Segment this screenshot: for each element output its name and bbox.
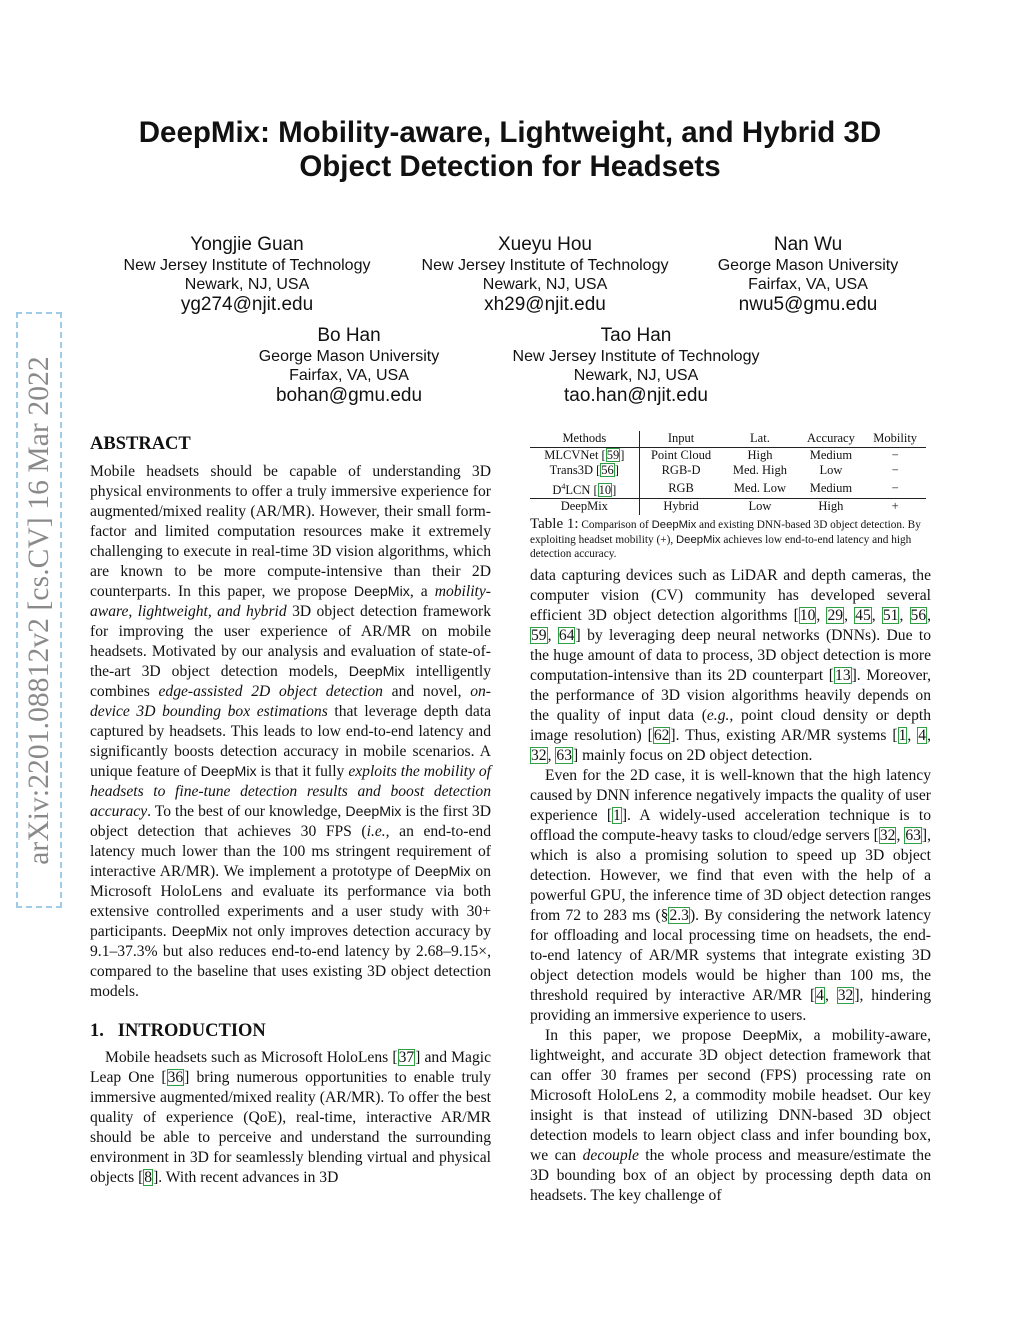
title-line-2: Object Detection for Headsets [299, 150, 721, 183]
mobility-cell: − [891, 463, 899, 477]
latency-cell: Med. High [732, 463, 788, 477]
citation-link[interactable]: 8 [144, 1169, 153, 1186]
table-header: Lat. [750, 431, 770, 445]
right-column [530, 566, 931, 1206]
intro-heading-number: 1. [90, 1021, 104, 1041]
citation-link[interactable]: 1 [898, 727, 907, 744]
citation-link[interactable]: 51 [882, 607, 899, 624]
author-block [476, 325, 796, 407]
author-email[interactable]: bohan@gmu.edu [275, 385, 423, 406]
table-header: Mobility [873, 431, 918, 445]
author-location: Newark, NJ, USA [573, 367, 699, 384]
deepmix-name: DeepMix [353, 584, 410, 600]
citation-link[interactable]: 63 [905, 827, 921, 844]
author-affiliation: New Jersey Institute of Technology [123, 257, 371, 274]
deepmix-name: DeepMix [651, 519, 697, 531]
author-email[interactable]: xh29@njit.edu [484, 294, 606, 315]
intro-heading [90, 1020, 491, 1042]
abstract-text: Mobile headsets should be capable of understanding 3D physical environments to offer a truly immersive experience for augmented/mixed reality (AR/MR). However, their small form-factor and limited computation resources make it extremely challenging to execute in real-time 3D vision algorithms, which are known to be more compute-intensive than their 2D counterparts. In this paper, we propose DeepMix, a mobility-aware, lightweight, and hybrid 3D object detection framework for improving the user experience of AR/MR on mobile headsets. Motivated by our analysis and evaluation of state-of-the-art 3D object detection models, DeepMix intelligently combines edge-assisted 2D object detection and novel, on-device 3D bounding box estimations that leverage depth data captured by headsets. This leads to low end-to-end latency and significantly boosts detection accuracy in mobile scenarios. A unique feature of DeepMix is that it fully exploits the mobility of headsets to fine-tune detection results and boost detection accuracy. To the best of our knowledge, DeepMix is the first 3D object detection that achieves 30 FPS (i.e., an end-to-end latency much lower than the 100 ms stringent requirement of interactive AR/MR). We implement a prototype of DeepMix on Microsoft HoloLens and evaluate its performance via both extensive controlled experiments and a user study with 30+ participants. DeepMix not only improves detection accuracy by 9.1–37.3% but also reduces end-to-end latency by 2.68–9.15×, compared to the baseline that uses existing 3D object detection models. [90, 463, 492, 1000]
author-affiliation: George Mason University [258, 348, 440, 365]
latency-cell: High [747, 447, 773, 462]
citation-link[interactable]: 10 [799, 607, 816, 624]
citation-link[interactable]: 32 [879, 827, 896, 844]
deepmix-name: DeepMix [414, 864, 471, 880]
author-block [87, 234, 407, 316]
intro-heading-text: INTRODUCTION [117, 1021, 266, 1041]
citation-link[interactable]: 32 [531, 747, 547, 764]
author-affiliation: George Mason University [717, 257, 899, 274]
deepmix-name: DeepMix [200, 764, 257, 780]
author-block [189, 325, 509, 407]
deepmix-name: DeepMix [742, 1028, 799, 1044]
latency-cell: Med. Low [733, 480, 786, 495]
author-email[interactable]: nwu5@gmu.edu [738, 294, 878, 315]
citation-link[interactable]: 4 [816, 987, 824, 1004]
mobility-cell: − [891, 447, 899, 462]
latency-cell: Low [748, 499, 772, 514]
citation-link[interactable]: 56 [601, 463, 614, 477]
table-caption-label: Table 1: [530, 516, 579, 532]
table-row [530, 499, 926, 515]
left-column [90, 433, 491, 1188]
body-paragraph: Even for the 2D case, it is well-known that the high latency caused by DNN inference negatively impacts the quality of user experience [1]. A widely-used acceleration technique is to offload the compute-heavy tasks to cloud/edge servers [32, 63], which is also a promising solution to speed up 3D object detection. However, we find that even with the help of a powerful GPU, the inference time of 3D object detection ranges from 72 to 283 ms (§2.3). By considering the network latency for offloading and local processing time on headsets, the end-to-end latency of AR/MR systems that integrate existing 3D object detection models would be higher than 100 ms, the threshold required by interactive AR/MR [4, 32], hindering providing an immersive experience to users. [530, 767, 932, 1024]
author-location: Newark, NJ, USA [184, 276, 310, 293]
method-cell: $D^4LCN$ [10] [530, 479, 639, 499]
accuracy-cell: High [818, 499, 844, 514]
citation-link[interactable]: 1 [613, 807, 621, 824]
author-affiliation: New Jersey Institute of Technology [512, 348, 760, 365]
citation-link[interactable]: 29 [827, 607, 844, 624]
table-row [530, 479, 926, 499]
citation-link[interactable]: 4 [918, 727, 927, 744]
comparison-table [530, 431, 926, 515]
citation-link[interactable]: 64 [558, 627, 575, 644]
citation-link[interactable]: 56 [910, 607, 927, 624]
table-header: Input [667, 431, 695, 445]
author-name: Bo Han [317, 325, 381, 346]
method-cell: Trans3D [56] [530, 463, 639, 479]
body-paragraph: data capturing devices such as LiDAR and depth cameras, the computer vision (CV) community has developed several efficient 3D object detection algorithms [10, 29, 45, 51, 56, 59, 64] by leveraging deep neural networks (DNNs). Due to the huge amount of data to process, 3D object detection is more computation-intensive than its 2D counterpart [13]. Moreover, the performance of 3D vision algorithms heavily depends on the quality of input data (e.g., point cloud density or depth image resolution) [62]. Thus, existing AR/MR systems [1, 4, 32, 63] mainly focus on 2D object detection. [530, 567, 932, 764]
deepmix-name: DeepMix [171, 924, 228, 940]
title-line-1: DeepMix: Mobility-aware, Lightweight, and Hybrid 3D [138, 116, 882, 149]
mobility-cell: − [891, 480, 899, 495]
arxiv-stamp [16, 312, 62, 908]
citation-link[interactable]: 36 [167, 1069, 184, 1086]
citation-link[interactable]: 59 [606, 447, 620, 462]
accuracy-cell: Medium [809, 480, 853, 495]
table-header: Methods [530, 431, 639, 447]
table-header: Accuracy [806, 431, 855, 445]
citation-link[interactable]: 10 [598, 482, 612, 497]
method-cell: DeepMix [530, 499, 639, 515]
author-block [648, 234, 968, 316]
author-email[interactable]: tao.han@njit.edu [564, 385, 708, 406]
author-name: Xueyu Hou [497, 234, 592, 255]
method-cell: MLCVNet [59] [530, 447, 639, 463]
mobility-cell: + [891, 499, 899, 514]
accuracy-cell: Medium [809, 447, 853, 462]
input-cell: Hybrid [663, 499, 699, 514]
author-affiliation: New Jersey Institute of Technology [421, 257, 669, 274]
author-location: Fairfax, VA, USA [748, 276, 868, 293]
citation-link[interactable]: 45 [855, 607, 871, 624]
deepmix-name: DeepMix [676, 533, 721, 546]
table-header-row [530, 431, 926, 447]
paper-title [100, 116, 920, 184]
citation-link[interactable]: 62 [653, 727, 670, 744]
citation-link[interactable]: 13 [835, 667, 851, 684]
input-cell: Point Cloud [650, 447, 712, 462]
citation-link[interactable]: 32 [837, 987, 854, 1004]
author-name: Nan Wu [773, 234, 843, 255]
accuracy-cell: Low [819, 463, 843, 477]
body-paragraph: In this paper, we propose DeepMix, a mobility-aware, lightweight, and accurate 3D object detection framework that can offer 30 frames per second (FPS) processing rate on Microsoft HoloLens 2, a commodity mobile headset. Our key insight is that instead of utilizing DNN-based 3D object detection models to learn object class and infer bounding box, we can decouple the whole process and measure/estimate the 3D bounding box of an object by processing depth data on headsets. The key challenge of [530, 1027, 932, 1204]
abstract-heading: ABSTRACT [90, 434, 191, 454]
input-cell: RGB [668, 480, 694, 495]
arxiv-id: arXiv:2201.08812v2 [cs.CV] 16 Mar 2022 [22, 355, 55, 865]
author-name: Yongjie Guan [190, 234, 304, 255]
author-email[interactable]: yg274@njit.edu [180, 294, 314, 315]
section-link[interactable]: 2.3 [669, 907, 689, 924]
citation-link[interactable]: 59 [531, 627, 547, 644]
author-location: Newark, NJ, USA [482, 276, 608, 293]
citation-link[interactable]: 63 [556, 747, 572, 764]
input-cell: RGB-D [661, 463, 701, 477]
author-name: Tao Han [600, 325, 672, 346]
deepmix-name: DeepMix [345, 804, 402, 820]
intro-paragraph: Mobile headsets such as Microsoft HoloLens [37] and Magic Leap One [36] bring numerous opportunities to enable truly immersive augmented/mixed reality (AR/MR). To offer the best quality of experience (QoE), real-time, interactive AR/MR should be able to perceive and understand the surrounding environment in 3D for seamlessly blending virtual and physical objects [8]. With recent advances in 3D [90, 1049, 492, 1186]
table-row [530, 463, 926, 479]
deepmix-name: DeepMix [348, 664, 405, 680]
author-location: Fairfax, VA, USA [289, 367, 409, 384]
table-row [530, 447, 926, 463]
table-caption: Table 1: Comparison of DeepMix and existing DNN-based 3D object detection. By exploiting headset mobility (+), DeepMix achieves low end-to-end latency and high detection accuracy. [530, 516, 921, 560]
citation-link[interactable]: 37 [398, 1049, 415, 1066]
